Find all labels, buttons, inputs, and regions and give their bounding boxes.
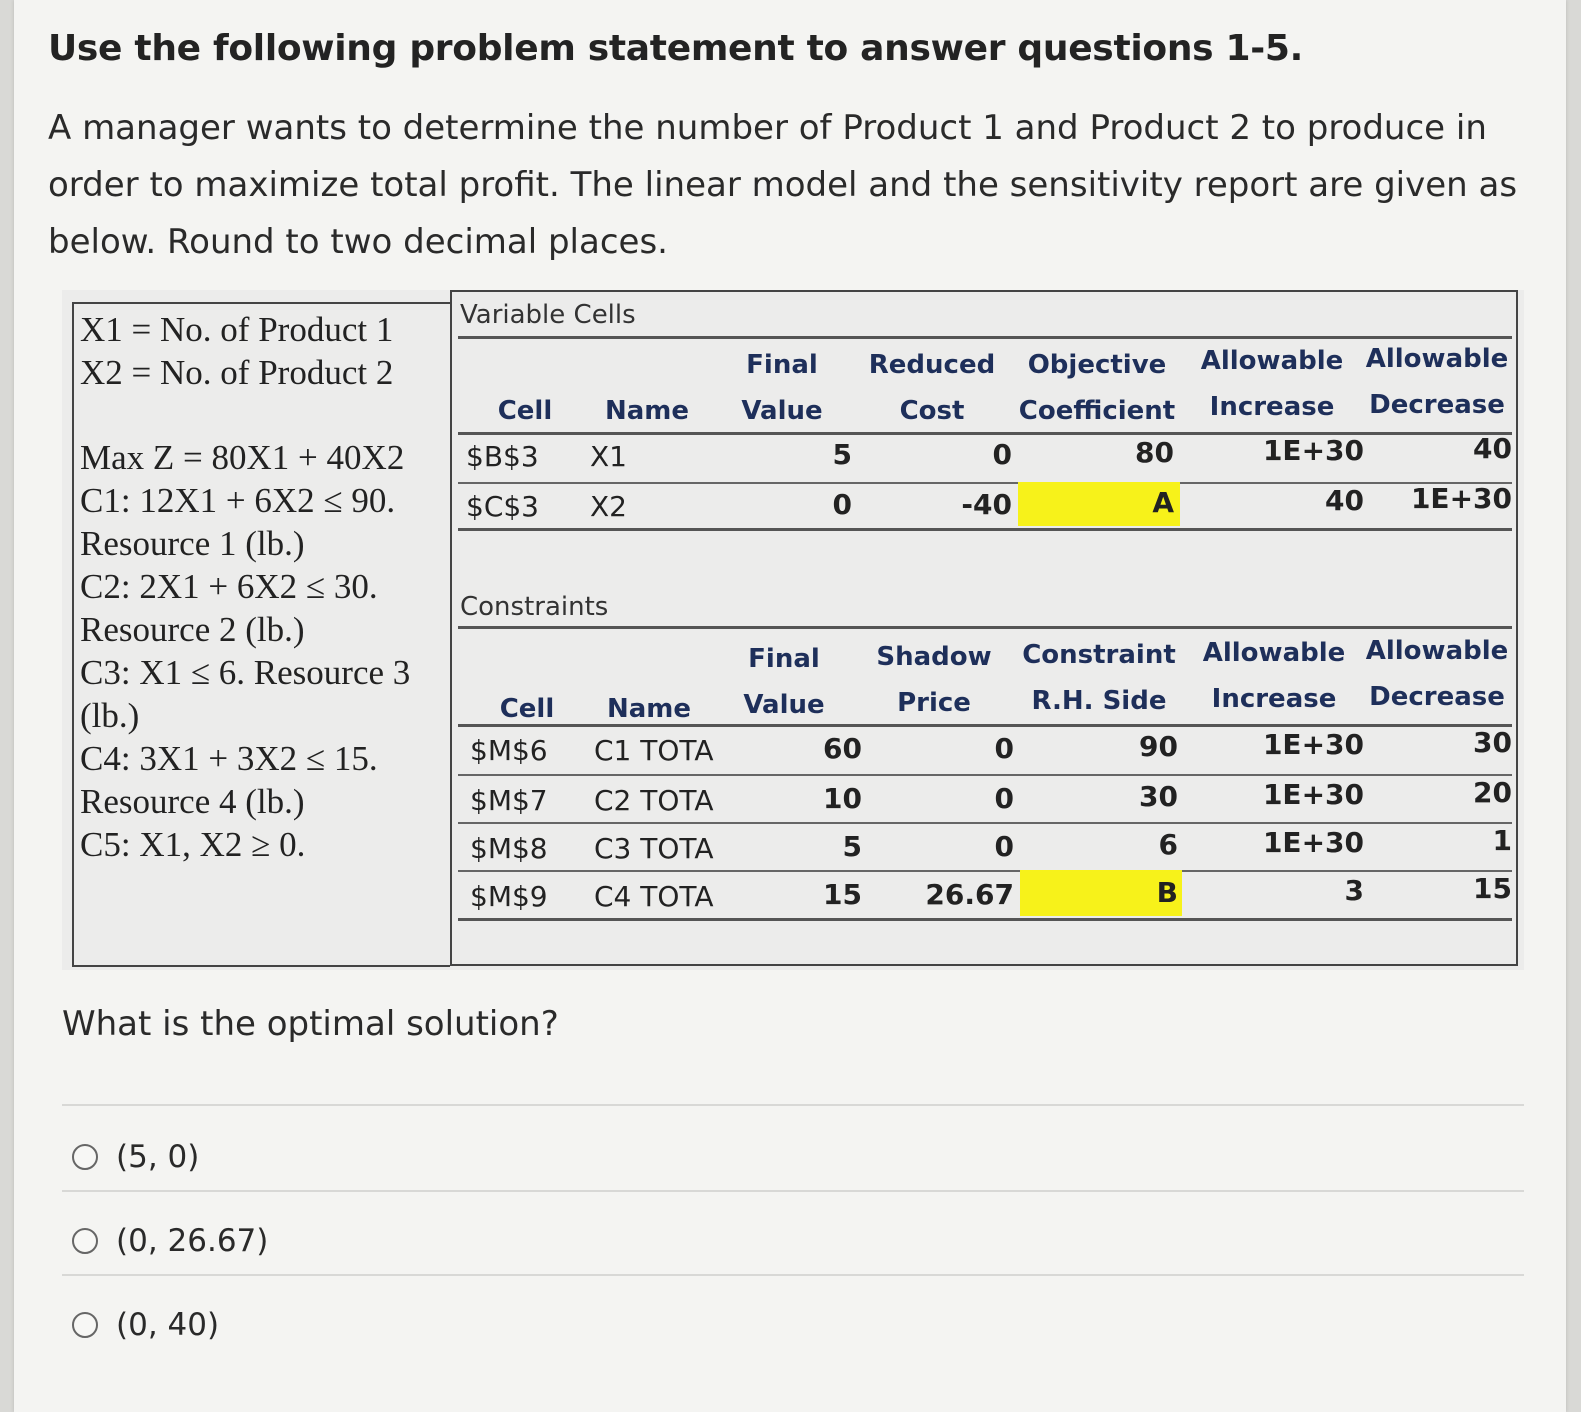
con-cell: $M$9: [470, 880, 548, 913]
var-name: X1: [590, 440, 627, 473]
col-header-cell: Cell: [499, 694, 555, 724]
col-header-final: Final: [746, 350, 818, 380]
col-header-increase: Allowable: [1200, 346, 1344, 376]
con-rhs: 6: [1158, 828, 1178, 861]
col-header-rhs: R.H. Side: [1031, 686, 1167, 716]
model-line: Resource 4 (lb.): [80, 782, 305, 821]
col-header-reduced: Reduced: [868, 350, 996, 380]
radio-button[interactable]: [72, 1312, 98, 1338]
col-header-final: Final: [748, 644, 820, 674]
col-header-shadow: Shadow: [876, 642, 992, 672]
var-increase: 1E+30: [1262, 434, 1364, 467]
answer-label: (5, 0): [116, 1139, 200, 1175]
col-header-decrease: Decrease: [1369, 390, 1505, 420]
model-line: X2 = No. of Product 2: [80, 353, 394, 392]
col-header-shadow: Price: [897, 688, 971, 718]
var-increase: 40: [1325, 484, 1364, 517]
answer-option-1[interactable]: [72, 1134, 199, 1180]
var-reduced: -40: [961, 488, 1012, 521]
con-shadow: 0: [994, 830, 1014, 863]
var-final: 0: [832, 488, 852, 521]
col-header-increase: Allowable: [1202, 638, 1346, 668]
con-final: 60: [823, 732, 862, 765]
con-increase: 1E+30: [1262, 826, 1364, 859]
divider: [62, 1104, 1524, 1106]
model-line: Max Z = 80X1 + 40X2: [80, 438, 405, 477]
var-objective: 80: [1135, 436, 1174, 469]
con-shadow: 26.67: [925, 878, 1014, 911]
constraints-title: Constraints: [460, 592, 609, 622]
con-decrease: 30: [1473, 726, 1512, 759]
col-header-decrease: Allowable: [1365, 344, 1509, 374]
answer-option-3[interactable]: [72, 1302, 219, 1348]
model-line: Resource 2 (lb.): [80, 610, 305, 649]
con-rhs: 30: [1139, 780, 1178, 813]
con-increase: 1E+30: [1262, 728, 1364, 761]
col-header-cell: Cell: [497, 396, 553, 426]
col-header-name: Name: [604, 396, 690, 426]
model-line: C1: 12X1 + 6X2 ≤ 90.: [80, 481, 396, 520]
answer-option-2[interactable]: [72, 1218, 268, 1264]
model-line: X1 = No. of Product 1: [80, 310, 394, 349]
col-header-decrease: Allowable: [1365, 636, 1509, 666]
radio-button[interactable]: [72, 1228, 98, 1254]
col-header-objective: Objective: [1027, 350, 1167, 380]
col-header-reduced: Cost: [899, 396, 965, 426]
con-cell: $M$8: [470, 832, 548, 865]
page: [14, 0, 1566, 1412]
con-increase: 3: [1344, 874, 1364, 907]
con-final: 15: [823, 878, 862, 911]
page-heading: Use the following problem statement to answer questions 1-5.: [48, 28, 1304, 69]
problem-figure: [62, 290, 1524, 970]
con-name: C2 TOTA: [594, 784, 714, 817]
con-decrease: 20: [1473, 776, 1512, 809]
answer-label: (0, 26.67): [116, 1223, 269, 1259]
con-rhs: B: [1156, 876, 1178, 909]
col-header-objective: Coefficient: [1018, 396, 1176, 426]
model-line: C3: X1 ≤ 6. Resource 3: [80, 653, 411, 692]
sensitivity-report: [450, 290, 1518, 966]
con-decrease: 1: [1492, 824, 1512, 857]
con-increase: 1E+30: [1262, 778, 1364, 811]
model-line: C5: X1, X2 ≥ 0.: [80, 825, 306, 864]
var-reduced: 0: [992, 438, 1012, 471]
col-header-decrease: Decrease: [1369, 682, 1505, 712]
model-line: C2: 2X1 + 6X2 ≤ 30.: [80, 567, 378, 606]
con-name: C3 TOTA: [594, 832, 714, 865]
var-decrease: 1E+30: [1410, 482, 1512, 515]
model-line: C4: 3X1 + 3X2 ≤ 15.: [80, 739, 378, 778]
linear-model-box: [72, 302, 450, 967]
var-final: 5: [832, 438, 852, 471]
radio-button[interactable]: [72, 1144, 98, 1170]
con-cell: $M$7: [470, 784, 548, 817]
con-shadow: 0: [994, 782, 1014, 815]
divider: [62, 1274, 1524, 1276]
divider: [62, 1190, 1524, 1192]
model-line: Resource 1 (lb.): [80, 524, 305, 563]
con-final: 5: [842, 830, 862, 863]
model-line: (lb.): [80, 696, 140, 735]
problem-statement: A manager wants to determine the number of Product 1 and Product 2 to produce in order to maximize total profit. The linear model and the sensitivity report are given as below. Round to two decimal places.: [48, 108, 1518, 262]
con-decrease: 15: [1473, 872, 1512, 905]
answer-label: (0, 40): [116, 1307, 220, 1343]
con-shadow: 0: [994, 732, 1014, 765]
col-header-rhs: Constraint: [1022, 640, 1176, 670]
con-cell: $M$6: [470, 734, 548, 767]
var-cell: $C$3: [466, 490, 539, 523]
col-header-final: Value: [741, 396, 823, 426]
col-header-increase: Increase: [1211, 684, 1337, 714]
con-name: C4 TOTA: [594, 880, 714, 913]
col-header-name: Name: [606, 694, 692, 724]
con-final: 10: [823, 782, 862, 815]
con-name: C1 TOTA: [594, 734, 714, 767]
question-text: What is the optimal solution?: [62, 1004, 559, 1044]
var-name: X2: [590, 490, 627, 523]
var-cell: $B$3: [466, 440, 539, 473]
var-decrease: 40: [1473, 432, 1512, 465]
con-rhs: 90: [1139, 730, 1178, 763]
col-header-increase: Increase: [1209, 392, 1335, 422]
var-objective: A: [1152, 486, 1174, 519]
col-header-final: Value: [743, 690, 825, 720]
variable-cells-title: Variable Cells: [460, 300, 636, 330]
